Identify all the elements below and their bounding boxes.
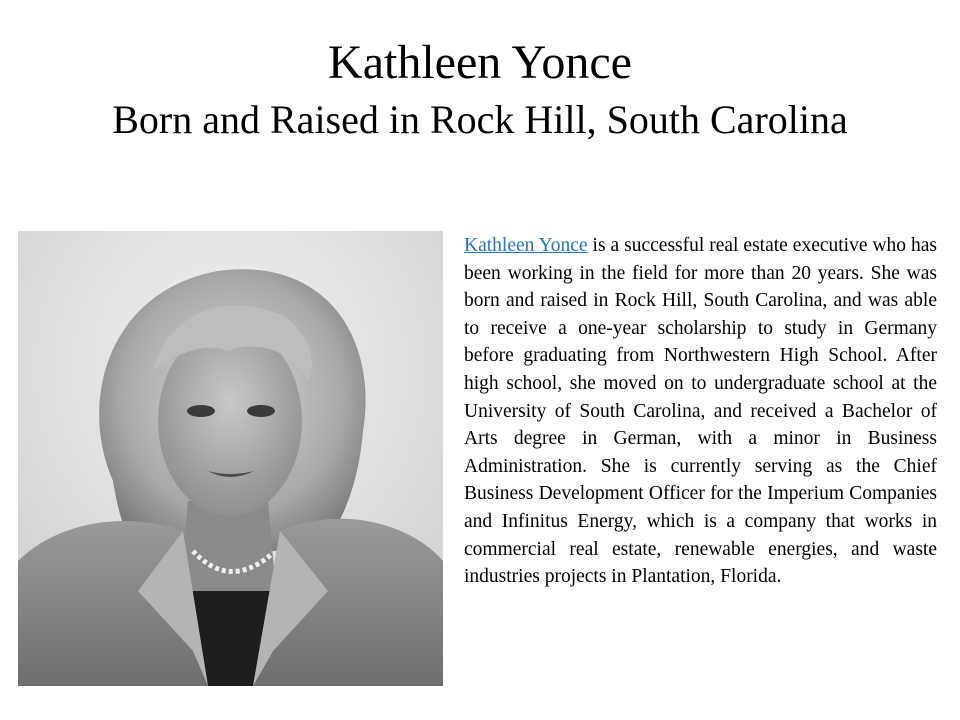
bio-paragraph [464,232,937,591]
title-block [0,34,960,148]
page-subtitle: Born and Raised in Rock Hill, South Carolina [112,97,848,142]
portrait-photo [18,231,443,686]
bio-text: is a successful real estate executive who has been working in the field for more than 20 years. She was born and raised in Rock Hill, South Carolina, and was able to receive a one-year scholarship to study in Germany before graduating from Northwestern High School. After high school, she moved on to undergraduate school at the University of South Carolina, and received a Bachelor of Arts degree in German, with a minor in Business Administration. She is currently serving as the Chief Business Development Officer for the Imperium Companies and Infinitus Energy, which is a company that works in commercial real estate, renewable energies, and waste industries projects in Plantation, Florida. [464,235,937,588]
page-title: Kathleen Yonce [328,36,632,89]
bio-name-link[interactable]: Kathleen Yonce [464,235,588,256]
portrait-image [18,231,443,686]
